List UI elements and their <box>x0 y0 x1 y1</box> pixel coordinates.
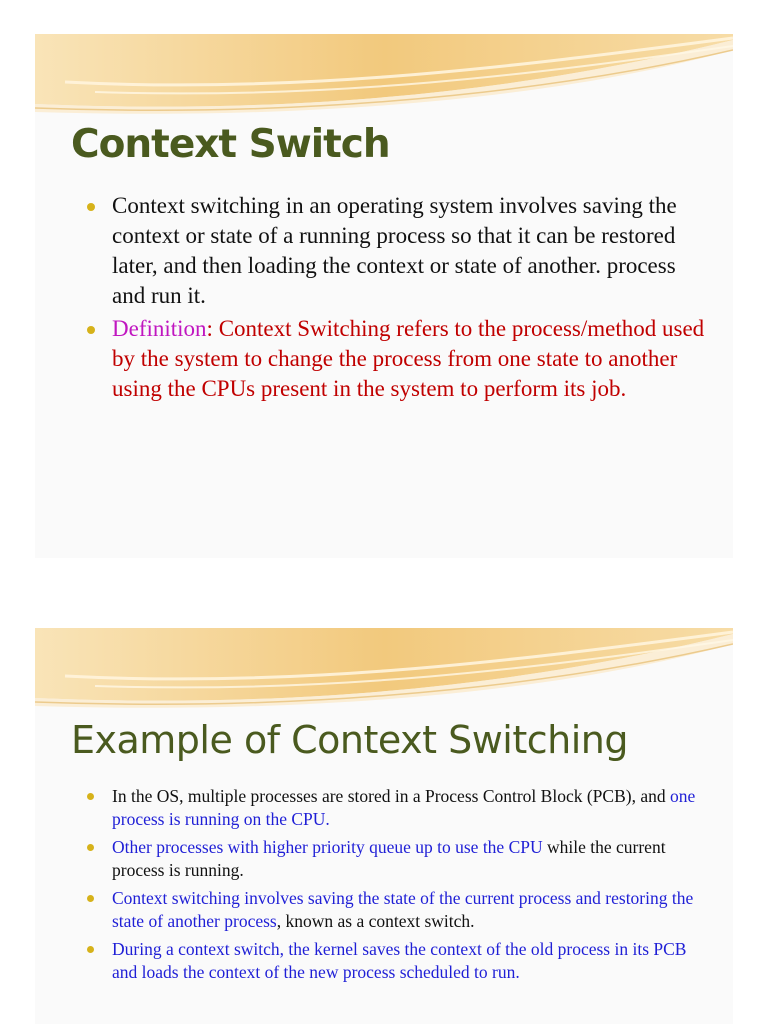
bullet-item <box>35 887 733 933</box>
slide-title: Example of Context Switching <box>71 718 628 762</box>
bullet-text: Context switching in an operating system involves saving the context or state of a running process so that it can be restored later, and then loading the context or state of another. process and run it. <box>112 193 677 308</box>
slide-context-switch <box>35 34 733 558</box>
bullet-dot-icon <box>87 326 95 334</box>
bullet-item <box>35 836 733 882</box>
bullet-list <box>35 785 733 989</box>
bullet-text: In the OS, multiple processes are stored in a Process Control Block (PCB), and <box>112 786 670 806</box>
bullet-text: , known as a context switch. <box>276 911 475 931</box>
bullet-text: while the current process is running. <box>112 837 666 880</box>
bullet-item-definition <box>35 314 733 404</box>
definition-text: Context Switching refers to the process/method used by the system to change the process from one state to another using the CPUs present in the system to perform its job. <box>112 316 705 401</box>
definition-colon: : <box>206 316 213 341</box>
bullet-list <box>35 191 733 407</box>
bullet-dot-icon <box>87 203 95 211</box>
bullet-item <box>35 191 733 311</box>
header-swoosh-decoration <box>35 34 733 114</box>
bullet-highlight: Other processes with higher priority queue up to use the CPU <box>112 837 543 857</box>
bullet-dot-icon <box>87 946 94 953</box>
bullet-item <box>35 785 733 831</box>
bullet-item <box>35 938 733 984</box>
slide-example-context-switching <box>35 628 733 1024</box>
bullet-highlight: During a context switch, the kernel saves the context of the old process in its PCB and loads the context of the new process scheduled to run. <box>112 939 687 982</box>
bullet-highlight: Context switching involves saving the state of the current process and restoring the state of another process <box>112 888 694 931</box>
bullet-dot-icon <box>87 793 94 800</box>
slide-title: Context Switch <box>71 122 390 167</box>
definition-term: Definition <box>112 316 207 341</box>
header-swoosh-decoration <box>35 628 733 708</box>
bullet-highlight: one process is running on the CPU. <box>112 786 696 829</box>
bullet-dot-icon <box>87 895 94 902</box>
bullet-dot-icon <box>87 844 94 851</box>
